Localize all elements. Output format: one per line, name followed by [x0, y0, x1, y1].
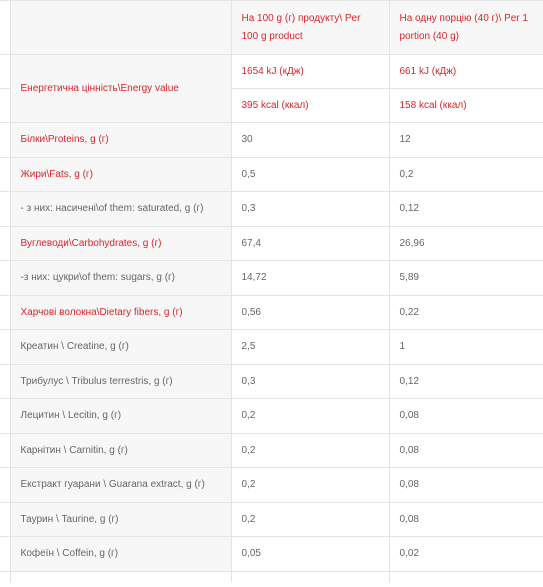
row-gutter [0, 399, 10, 434]
row-gutter [0, 89, 10, 123]
energy-label: Енергетична цінність\Energy value [10, 55, 231, 123]
header-per-portion: На одну порцію (40 г)\ Per 1 portion (40 g) [389, 1, 543, 55]
energy-kcal-per-portion: 158 kcal (ккал) [389, 89, 543, 123]
row-gutter [0, 537, 10, 572]
table-row-cutoff [0, 572, 543, 583]
row-gutter [0, 158, 10, 192]
nutrient-label: Таурин \ Taurine, g (г) [10, 503, 231, 537]
nutrient-per-100g: 30 [231, 123, 389, 158]
nutrient-label: -з них: цукри\of them: sugars, g (г) [10, 261, 231, 296]
row-gutter [0, 365, 10, 399]
nutrient-per-100g: 0,2 [231, 503, 389, 537]
header-label-cell [10, 1, 231, 55]
nutrient-per-100g: 0,3 [231, 192, 389, 227]
nutrient-per-portion: 1 [389, 330, 543, 365]
nutrient-per-portion: 0,22 [389, 296, 543, 330]
header-row [0, 1, 543, 55]
nutrient-per-100g: 0,3 [231, 365, 389, 399]
nutrition-table-body [0, 1, 543, 583]
table-row [0, 399, 543, 434]
table-row [0, 296, 543, 330]
table-row [0, 365, 543, 399]
table-row [0, 330, 543, 365]
table-row [0, 158, 543, 192]
nutrient-label: Харчові волокна\Dietary fibers, g (г) [10, 296, 231, 330]
table-row [0, 227, 543, 261]
nutrient-per-portion: 0,12 [389, 365, 543, 399]
empty-cell [0, 572, 10, 583]
table-row [0, 261, 543, 296]
nutrient-label: Вуглеводи\Carbohydrates, g (г) [10, 227, 231, 261]
nutrient-per-portion: 5,89 [389, 261, 543, 296]
row-gutter [0, 192, 10, 227]
row-gutter [0, 296, 10, 330]
nutrient-label: Трибулус \ Tribulus terrestris, g (г) [10, 365, 231, 399]
row-gutter [0, 434, 10, 468]
nutrient-label: Лецитин \ Lecitin, g (г) [10, 399, 231, 434]
nutrient-per-100g: 0,5 [231, 158, 389, 192]
nutrient-per-100g: 67,4 [231, 227, 389, 261]
nutrient-per-portion: 26,96 [389, 227, 543, 261]
table-row [0, 503, 543, 537]
nutrient-per-100g: 0,05 [231, 537, 389, 572]
nutrient-label: Кофеїн \ Coffein, g (г) [10, 537, 231, 572]
nutrient-per-portion: 0,08 [389, 399, 543, 434]
row-gutter [0, 330, 10, 365]
nutrient-per-portion: 12 [389, 123, 543, 158]
table-row [0, 537, 543, 572]
nutrient-per-100g: 2,5 [231, 330, 389, 365]
nutrient-label: Креатин \ Creatine, g (г) [10, 330, 231, 365]
table-row [0, 434, 543, 468]
nutrient-label: - з них: насичені\of them: saturated, g (г) [10, 192, 231, 227]
empty-cell [10, 572, 231, 583]
header-per-100g: На 100 g (г) продукту\ Per 100 g product [231, 1, 389, 55]
nutrient-label: Карнітин \ Carnitin, g (г) [10, 434, 231, 468]
nutrient-per-100g: 14,72 [231, 261, 389, 296]
energy-kj-per-100g: 1654 kJ (кДж) [231, 55, 389, 89]
nutrient-per-100g: 0,56 [231, 296, 389, 330]
nutrient-per-portion: 0,08 [389, 434, 543, 468]
nutrient-per-portion: 0,08 [389, 468, 543, 503]
row-gutter [0, 227, 10, 261]
empty-cell [389, 572, 543, 583]
row-gutter [0, 55, 10, 89]
nutrient-per-portion: 0,12 [389, 192, 543, 227]
table-row [0, 468, 543, 503]
table-row [0, 123, 543, 158]
row-gutter [0, 503, 10, 537]
table-row [0, 192, 543, 227]
nutrient-per-portion: 0,08 [389, 503, 543, 537]
energy-kj-row [0, 55, 543, 89]
row-gutter [0, 468, 10, 503]
nutrient-per-100g: 0,2 [231, 399, 389, 434]
nutrient-per-100g: 0,2 [231, 434, 389, 468]
row-gutter [0, 123, 10, 158]
nutrient-label: Білки\Proteins, g (г) [10, 123, 231, 158]
energy-kcal-per-100g: 395 kcal (ккал) [231, 89, 389, 123]
nutrient-per-portion: 0,2 [389, 158, 543, 192]
empty-cell [231, 572, 389, 583]
row-gutter [0, 261, 10, 296]
nutrient-label: Жири\Fats, g (г) [10, 158, 231, 192]
nutrient-per-portion: 0,02 [389, 537, 543, 572]
energy-kj-per-portion: 661 kJ (кДж) [389, 55, 543, 89]
row-gutter [0, 1, 10, 55]
nutrient-label: Екстракт гуарани \ Guarana extract, g (г) [10, 468, 231, 503]
nutrient-per-100g: 0,2 [231, 468, 389, 503]
